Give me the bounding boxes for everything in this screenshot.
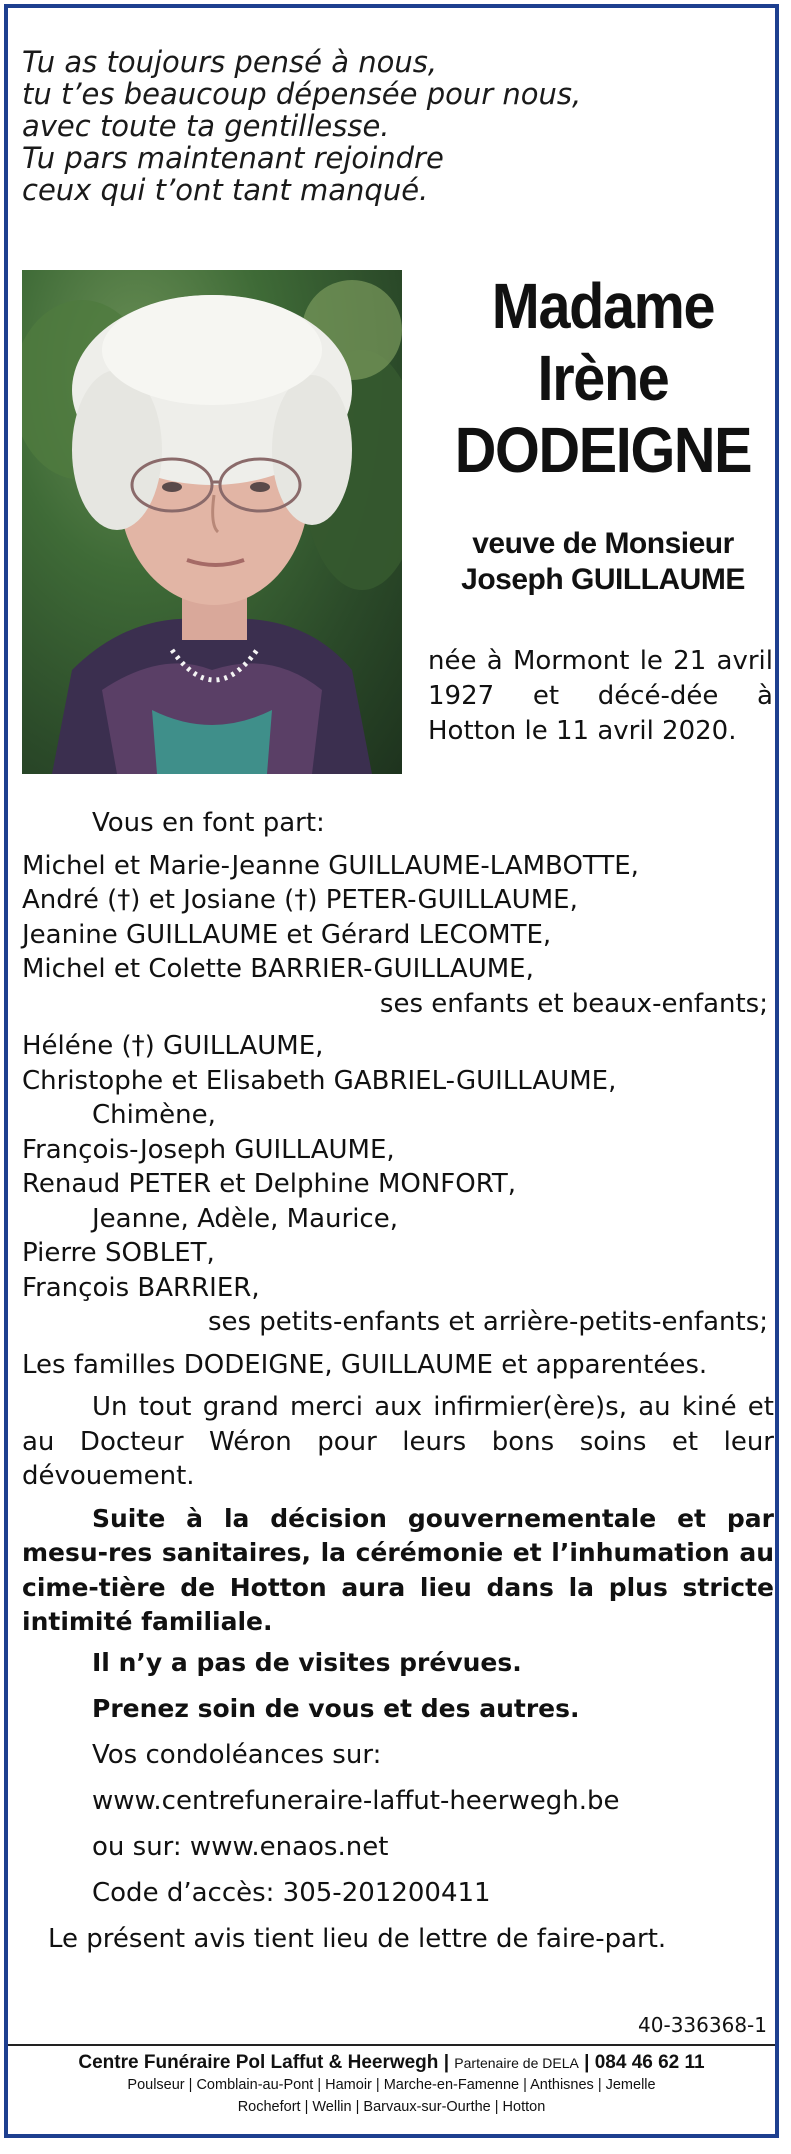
family-line: Héléne (†) GUILLAUME, (22, 1031, 324, 1061)
thanks-paragraph: Un tout grand merci aux infirmier(ère)s, au kiné et au Docteur Wéron pour leurs bons soins et leur dévouement. (22, 1392, 774, 1491)
families-line: Les familles DODEIGNE, GUILLAUME et apparentées. (22, 1349, 708, 1380)
poem-line: Tu as toujours pensé à nous, (22, 45, 438, 79)
locations-line: Rochefort | Wellin | Barvaux-sur-Ourthe | Hotton (237, 2099, 546, 2115)
widow-line: veuve de Monsieur (472, 527, 734, 560)
portrait-photo (22, 270, 402, 774)
funeral-home-footer (8, 2044, 775, 2118)
locations-line: Poulseur | Comblain-au-Pont | Hamoir | Marche-en-Famenne | Anthisnes | Jemelle (127, 2077, 656, 2093)
obituary-notice (4, 4, 779, 2138)
footer-header: Centre Funéraire Pol Laffut & Heerwegh | Partenaire de DELA | 084 46 62 11 (78, 2052, 705, 2073)
family-line: François-Joseph GUILLAUME, (22, 1134, 395, 1165)
intro-text: Vous en font part: (92, 808, 325, 838)
company-name: Centre Funéraire Pol Laffut & Heerwegh (78, 2052, 439, 2073)
widow-line: Joseph GUILLAUME (461, 563, 745, 596)
ceremony-notice: Suite à la décision gouvernementale et par mesu-res sanitaires, la cérémonie et l’inhumation au cime-tière de Hotton aura lieu dans la plus stricte intimité familiale. (22, 1503, 774, 1636)
family-line: Jeanine GUILLAUME et Gérard LECOMTE, (22, 919, 552, 950)
announcement-body (22, 806, 774, 1962)
care-line: Prenez soin de vous et des autres. (92, 1693, 580, 1723)
family-line: Pierre SOBLET, (22, 1238, 215, 1268)
family-line: Michel et Marie-Jeanne GUILLAUME-LAMBOTTE, (22, 850, 639, 881)
birth-death-info: née à Mormont le 21 avril 1927 et décé-dée à Hotton le 11 avril 2020. (428, 646, 773, 746)
poem-line: ceux qui t’ont tant manqué. (22, 173, 429, 207)
widow-of (438, 526, 768, 598)
condolences-label: Vos condoléances sur: (92, 1739, 382, 1770)
alternate-website[interactable]: ou sur: www.enaos.net (92, 1831, 389, 1862)
phone-number: 084 46 62 11 (594, 2052, 705, 2073)
poem-line: Tu pars maintenant rejoindre (22, 141, 444, 175)
poem (22, 45, 582, 207)
deceased-name-block (438, 270, 768, 598)
poem-line: avec toute ta gentillesse. (22, 109, 390, 143)
family-line: Michel et Colette BARRIER-GUILLAUME, (22, 954, 534, 984)
family-line: Chimène, (92, 1100, 216, 1130)
family-line: Renaud PETER et Delphine MONFORT, (22, 1169, 517, 1199)
condolences-website[interactable]: www.centrefuneraire-laffut-heerwegh.be (92, 1785, 620, 1816)
poem-line: tu t’es beaucoup dépensée pour nous, (22, 77, 582, 111)
family-line: François BARRIER, (22, 1272, 260, 1303)
children-label: ses enfants et beaux-enfants; (379, 988, 768, 1019)
closing-line: Le présent avis tient lieu de lettre de faire-part. (48, 1923, 667, 1954)
partner-label: Partenaire de DELA (454, 2055, 579, 2071)
children-list (22, 849, 774, 1022)
grandchildren-label: ses petits-enfants et arrière-petits-enfants; (207, 1307, 768, 1337)
family-line: André (†) et Josiane (†) PETER-GUILLAUME, (22, 885, 578, 915)
reference-number: 40-336368-1 (638, 2013, 767, 2037)
family-line: Christophe et Elisabeth GABRIEL-GUILLAUME, (22, 1065, 617, 1096)
name-title: Madame (491, 270, 715, 342)
access-code: Code d’accès: 305-201200411 (92, 1877, 491, 1908)
no-visits-line: Il n’y a pas de visites prévues. (92, 1647, 522, 1677)
portrait-illustration (22, 270, 402, 774)
family-line: Jeanne, Adèle, Maurice, (92, 1203, 398, 1234)
first-name: Irène (537, 342, 669, 414)
last-name: DODEIGNE (454, 414, 752, 486)
grandchildren-list (22, 1029, 774, 1340)
